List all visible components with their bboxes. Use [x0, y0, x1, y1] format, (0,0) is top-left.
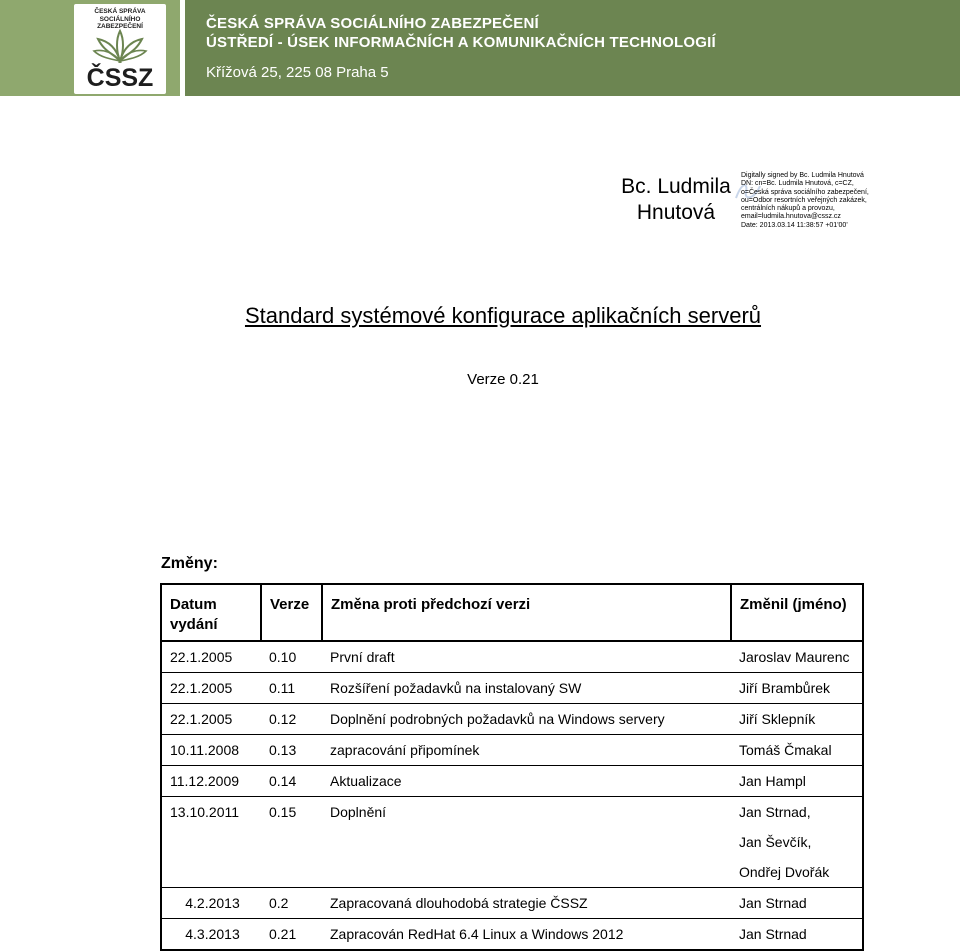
department-name: ÚSTŘEDÍ - ÚSEK INFORMAČNÍCH A KOMUNIKAČNÍCH TECHNOLOGIÍ [206, 34, 716, 51]
signature-detail-line: Digitally signed by Bc. Ludmila Hnutová [741, 172, 864, 179]
cell-change: Rozšíření požadavků na instalovaný SW [322, 673, 731, 704]
signature-detail-line: centrálních nákupů a provozu, [741, 205, 835, 213]
cell-author [731, 797, 863, 888]
cell-version: 0.13 [261, 735, 322, 766]
address: Křížová 25, 225 08 Praha 5 [206, 64, 389, 81]
cell-date: 10.11.2008 [161, 735, 261, 766]
cell-author: Jan Strnad [739, 926, 807, 942]
signature-detail-line: o=Česká správa sociálního zabezpečení, [741, 188, 869, 196]
table-row [161, 735, 863, 766]
signature-details [741, 172, 876, 230]
signer-name-line1: Bc. Ludmila [621, 175, 731, 198]
signature-detail-line: ou=Odbor resortních veřejných zakázek, [741, 196, 867, 204]
cell-version: 0.12 [261, 704, 322, 735]
changes-heading: Změny: [161, 555, 218, 572]
cell-date: 4.2.2013 [161, 888, 261, 919]
cell-author: Jaroslav Maurenc [731, 641, 863, 673]
cssz-logo [74, 4, 166, 94]
document-version: Verze 0.21 [467, 371, 539, 388]
cell-version: 0.10 [261, 641, 322, 673]
table-row [161, 797, 863, 888]
cell-version: 0.2 [261, 888, 322, 919]
signer-name [612, 174, 740, 226]
logo-small-text: ČESKÁ SPRÁVA SOCIÁLNÍHO ZABEZPEČENÍ [94, 8, 146, 30]
table-row [161, 888, 863, 919]
author-name: Jan Strnad, [739, 804, 811, 820]
cell-change: Zapracován RedHat 6.4 Linux a Windows 2012 [330, 926, 624, 942]
cell-author: Jan Hampl [731, 766, 863, 797]
changes-table [160, 583, 864, 951]
signer-name-line2: Hnutová [636, 201, 716, 224]
cell-change: Aktualizace [322, 766, 731, 797]
signature-detail-line: Date: 2013.03.14 11:38:57 +01'00' [741, 221, 848, 229]
header-banner [185, 0, 960, 96]
leaves-icon [92, 29, 148, 63]
signature-detail-line: DN: cn=Bc. Ludmila Hnutová, c=CZ, [741, 180, 854, 188]
header-author: Změnil (jméno) [731, 584, 863, 641]
cell-version: 0.14 [261, 766, 322, 797]
cell-author: Jiří Sklepník [731, 704, 863, 735]
table-row [161, 766, 863, 797]
table-row [161, 673, 863, 704]
author-name: Ondřej Dvořák [739, 864, 830, 880]
author-name: Jan Ševčík, [739, 834, 812, 850]
table-row [161, 641, 863, 673]
cell-version: 0.15 [261, 797, 322, 888]
cell-date: 22.1.2005 [161, 673, 261, 704]
logo-box [0, 0, 180, 96]
cell-change: Doplnění [322, 797, 731, 888]
cell-date: 22.1.2005 [161, 641, 261, 673]
cell-date: 22.1.2005 [161, 704, 261, 735]
cell-date: 11.12.2009 [161, 766, 261, 797]
cell-author: Jiří Brambůrek [731, 673, 863, 704]
header-date: Datum vydání [161, 584, 261, 641]
header-change: Změna proti předchozí verzi [322, 584, 731, 641]
cell-change: Zapracovaná dlouhodobá strategie ČSSZ [322, 888, 731, 919]
cell-change: Doplnění podrobných požadavků na Windows servery [322, 704, 731, 735]
cell-author: Tomáš Čmakal [731, 735, 863, 766]
signature-detail-line: email=ludmila.hnutova@cssz.cz [741, 213, 841, 221]
table-header-row [161, 584, 863, 641]
cell-change: První draft [322, 641, 731, 673]
organization-name: ČESKÁ SPRÁVA SOCIÁLNÍHO ZABEZPEČENÍ [206, 15, 539, 32]
table-row [161, 919, 863, 951]
header-version: Verze [261, 584, 322, 641]
cell-date: 4.3.2013 [185, 926, 240, 942]
cell-change: zapracování připomínek [322, 735, 731, 766]
cell-author: Jan Strnad [731, 888, 863, 919]
cell-date: 13.10.2011 [161, 797, 261, 888]
logo-wordmark: ČSSZ [86, 64, 154, 92]
table-row [161, 704, 863, 735]
cell-version: 0.11 [261, 673, 322, 704]
document-title: Standard systémové konfigurace aplikačních serverů [244, 303, 762, 328]
cell-version: 0.21 [269, 926, 297, 942]
